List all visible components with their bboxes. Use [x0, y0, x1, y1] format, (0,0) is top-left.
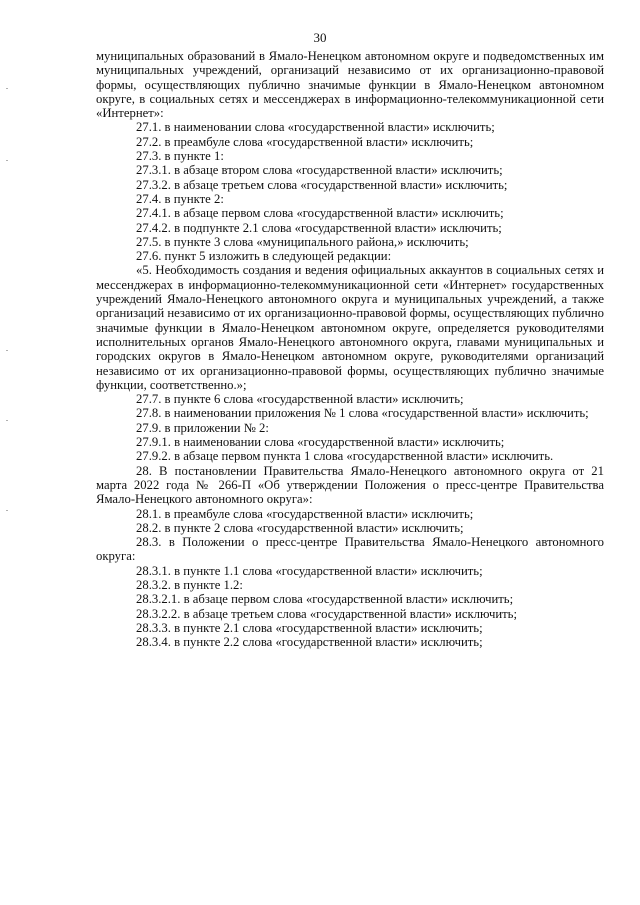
paragraph: 28.3.2. в пункте 1.2:: [136, 577, 243, 592]
scan-speck: [6, 420, 8, 421]
paragraph: 27.9.1. в наименовании слова «государственной власти» исключить;: [136, 435, 505, 450]
paragraph: 28.3.1. в пункте 1.1 слова «государственной власти» исключить;: [136, 563, 483, 578]
paragraph: 28.3. в Положении о пресс-центре Правительства Ямало-Ненецкого автономного округа:: [96, 535, 604, 564]
document-body: [96, 49, 604, 649]
paragraph: 27.6. пункт 5 изложить в следующей редакции:: [136, 249, 392, 264]
paragraph: 28.3.4. в пункте 2.2 слова «государственной власти» исключить;: [136, 635, 483, 650]
paragraph: 27.4.2. в подпункте 2.1 слова «государственной власти» исключить;: [136, 220, 502, 235]
paragraph: 27.3.2. в абзаце третьем слова «государственной власти» исключить;: [136, 177, 508, 192]
paragraph: 27.7. в пункте 6 слова «государственной власти» исключить;: [136, 392, 464, 407]
paragraph: 28. В постановлении Правительства Ямало-Ненецкого автономного округа от 21 марта 2022 года № 266-П «Об утверждении Положения о пресс-центре Правительства Ямало-Ненецкого автономного округа»:: [96, 463, 604, 507]
paragraph: 27.2. в преамбуле слова «государственной власти» исключить;: [136, 134, 474, 149]
paragraph: 27.9. в приложении № 2:: [136, 420, 269, 435]
paragraph: 27.3.1. в абзаце втором слова «государственной власти» исключить;: [136, 163, 503, 178]
paragraph: 27.4.1. в абзаце первом слова «государственной власти» исключить;: [136, 206, 504, 221]
page-number: 30: [313, 30, 327, 45]
paragraph: 27.1. в наименовании слова «государственной власти» исключить;: [136, 120, 495, 135]
paragraph: 28.3.3. в пункте 2.1 слова «государственной власти» исключить;: [136, 620, 483, 635]
paragraph: 28.3.2.2. в абзаце третьем слова «государственной власти» исключить;: [136, 606, 517, 621]
scan-speck: [6, 510, 8, 511]
paragraph: муниципальных образований в Ямало-Ненецком автономном округе и подведомственных им муниципальных учреждений, организаций независимо от их организационно-правовой формы, осуществляющих публично значимые функции в Ямало-Ненецком автономном округе, в социальных сетях и мессенджерах в информационно-телекоммуникационной сети «Интернет»:: [96, 49, 604, 121]
paragraph: 28.2. в пункте 2 слова «государственной власти» исключить;: [136, 520, 464, 535]
paragraph: 28.1. в преамбуле слова «государственной власти» исключить;: [136, 506, 474, 521]
scan-speck: [6, 88, 8, 89]
paragraph: 27.8. в наименовании приложения № 1 слова «государственной власти» исключить;: [136, 406, 589, 421]
paragraph: 27.5. в пункте 3 слова «муниципального района,» исключить;: [136, 234, 469, 249]
paragraph: 27.9.2. в абзаце первом пункта 1 слова «государственной власти» исключить.: [136, 449, 554, 464]
paragraph: «5. Необходимость создания и ведения официальных аккаунтов в социальных сетях и мессенджерах в информационно-телекоммуникационной сети «Интернет» государственных учреждений Ямало-Ненецкого автономного округа и муниципальных учреждений, а также организаций независимо от их организационно-правовой формы, осуществляющих публично значимые функции в Ямало-Ненецком автономном округе, определяется руководителями исполнительных органов Ямало-Ненецкого автономного округа, главами муниципальных и городских округов в Ямало-Ненецком автономном округе, руководителями организаций независимо от их организационно-правовой формы, осуществляющих публично значимые функции, соответственно.»;: [96, 263, 604, 392]
scan-speck: [6, 160, 8, 161]
paragraph: 27.4. в пункте 2:: [136, 191, 224, 206]
scan-speck: [6, 350, 8, 351]
paragraph: 27.3. в пункте 1:: [136, 149, 224, 164]
paragraph: 28.3.2.1. в абзаце первом слова «государственной власти» исключить;: [136, 592, 514, 607]
